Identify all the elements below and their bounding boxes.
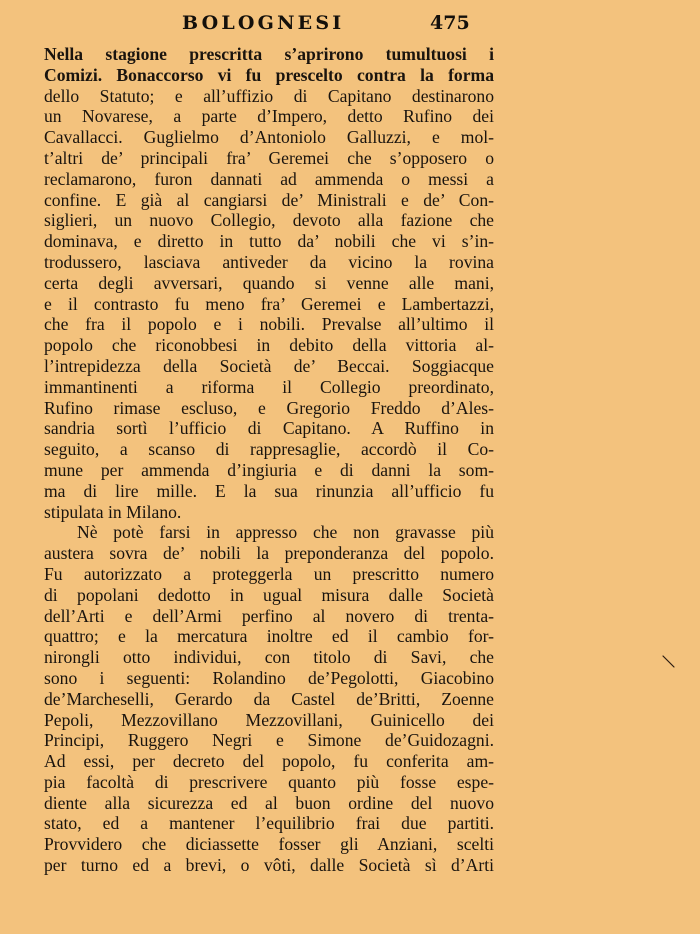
text-line: sono i seguenti: Rolandino de’Pegolotti, Giacobino (44, 667, 494, 688)
text-line: seguito, a scanso di rappresaglie, accordò il Co- (44, 439, 494, 460)
text-line: Nella stagione prescritta s’aprirono tumultuosi i (44, 44, 494, 64)
text-line: l’intrepidezza della Società de’ Beccai. Soggiacque (44, 355, 494, 376)
text-line: Ad essi, per decreto del popolo, fu conferita am- (44, 751, 494, 772)
text-line: dell’Arti e dell’Armi perfino al novero di trenta- (44, 605, 494, 626)
running-header-title: BOLOGNESI (182, 12, 345, 34)
text-line: trodussero, lasciava antiveder da vicino la rovina (44, 251, 494, 272)
pen-mark (662, 655, 676, 669)
page-number: 475 (430, 12, 470, 34)
text-line: siglieri, un nuovo Collegio, devoto alla fazione che (44, 210, 494, 231)
text-line: Pepoli, Mezzovillano Mezzovillani, Guinicello dei (44, 709, 494, 730)
text-line: Nè potè farsi in appresso che non gravasse più (77, 522, 494, 543)
text-line: che fra il popolo e i nobili. Prevalse all’ultimo il (44, 314, 494, 335)
text-line: reclamarono, furon dannati ad ammenda o messi a (44, 168, 494, 189)
text-line: austera sovra de’ nobili la preponderanza del popolo. (44, 543, 494, 564)
body-text (44, 44, 494, 876)
text-line: nirongli otto individui, con titolo di Savi, che (44, 647, 494, 668)
text-line: de’Marcheselli, Gerardo da Castel de’Britti, Zoenne (44, 688, 494, 709)
text-line: confine. E già al cangiarsi de’ Ministrali e de’ Con- (44, 189, 494, 210)
text-line: t’altri de’ principali fra’ Geremei che s’opposero o (44, 147, 494, 168)
text-line: pia facoltà di prescrivere quanto più fosse espe- (44, 771, 494, 792)
text-line: quattro; e la mercatura inoltre ed il cambio for- (44, 626, 494, 647)
text-line: Provvidero che diciassette fosser gli Anziani, scelti (44, 834, 494, 855)
text-line: immantinenti a riforma il Collegio preordinato, (44, 376, 494, 397)
text-line: ma di lire mille. E la sua rinunzia all’ufficio fu (44, 480, 494, 501)
text-line: certa degli avversari, quando si venne alle mani, (44, 272, 494, 293)
text-line: stato, ed a mantener l’equilibrio frai due partiti. (44, 813, 494, 834)
text-line: Cavallacci. Guglielmo d’Antoniolo Galluzzi, e mol- (44, 127, 494, 148)
text-line: Fu autorizzato a proteggerla un prescritto numero (44, 563, 494, 584)
text-line: diente alla sicurezza ed al buon ordine del nuovo (44, 792, 494, 813)
text-line: Principi, Ruggero Negri e Simone de’Guidozagni. (44, 730, 494, 751)
text-line: per turno ed a brevi, o vôti, dalle Società sì d’Arti (44, 855, 494, 876)
text-line: dominava, e diretto in tutto da’ nobili che vi s’in- (44, 231, 494, 252)
text-line: popolo che riconobbesi in debito della vittoria al- (44, 335, 494, 356)
text-line: mune per ammenda d’ingiuria e di danni la som- (44, 459, 494, 480)
text-line: sandria sortì l’ufficio di Capitano. A Ruffino in (44, 418, 494, 439)
text-line: di popolani dedotto in ugual misura dalle Società (44, 584, 494, 605)
text-line: dello Statuto; e all’uffizio di Capitano destinarono (44, 85, 494, 106)
text-line: Rufino rimase escluso, e Gregorio Freddo d’Ales- (44, 397, 494, 418)
text-line: Comizi. Bonaccorso vi fu prescelto contra la forma (44, 64, 494, 85)
text-line: e il contrasto fu meno fra’ Geremei e Lambertazzi, (44, 293, 494, 314)
text-line: un Novarese, a parte d’Impero, detto Rufino dei (44, 106, 494, 127)
text-line: stipulata in Milano. (44, 501, 182, 522)
